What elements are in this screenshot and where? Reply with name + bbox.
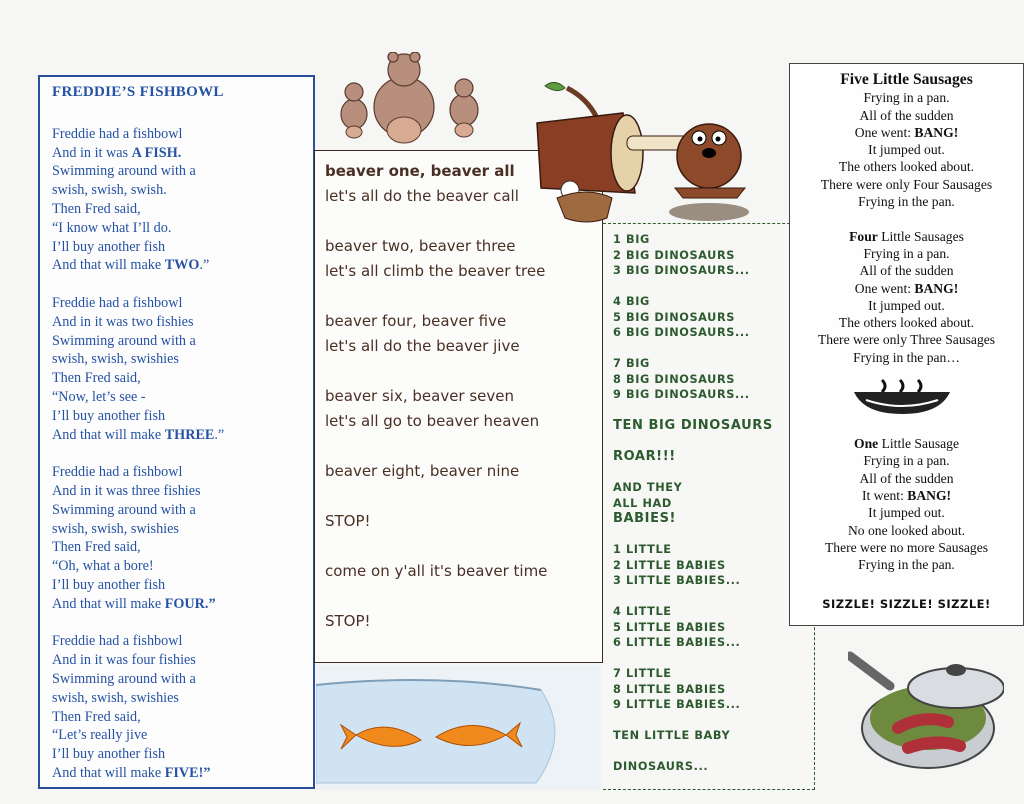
sausage-line: There were only Four Sausages xyxy=(820,176,993,192)
fishbowl-line: I’ll buy another fish xyxy=(52,238,166,255)
fishbowl-emphasis: TWO xyxy=(164,257,200,274)
dino-line: 5 BIG DINOSAURS xyxy=(613,310,735,324)
fishbowl-line: Swimming around with a xyxy=(52,163,196,180)
fishbowl-line: swish, swish, swishies xyxy=(52,351,179,368)
fishbowl-line: “I know what I’ll do. xyxy=(52,219,172,236)
sausage-line: One went: BANG! xyxy=(854,124,959,140)
dino-line: 8 LITTLE BABIES xyxy=(613,682,726,696)
beaver-gap xyxy=(325,434,602,459)
fishbowl-title: FREDDIE’S FISHBOWL xyxy=(52,84,224,100)
beaver-line: let's all climb the beaver tree xyxy=(325,262,546,280)
beaver-song-panel xyxy=(314,150,603,663)
sausage-line: Frying in the pan… xyxy=(853,349,960,365)
sausage-line: Four Little Sausages xyxy=(849,228,964,244)
fishbowl-line: And in it was three fishies xyxy=(52,482,201,499)
sausage-count: Four xyxy=(849,228,878,244)
fishbowl-line: And that will make FOUR.” xyxy=(52,595,216,612)
dino-line: AND THEY xyxy=(613,481,683,494)
sausage-line: Frying in a pan. xyxy=(863,90,950,106)
beaver-gap xyxy=(325,584,602,609)
sausage-line: Frying in the pan. xyxy=(858,557,955,573)
beaver-line: beaver two, beaver three xyxy=(325,237,516,255)
fishbowl-emphasis: FIVE!” xyxy=(164,764,211,781)
beaver-line: beaver six, beaver seven xyxy=(325,387,515,405)
beaver-line: let's all do the beaver jive xyxy=(325,337,520,355)
beaver-line: come on y'all it's beaver time xyxy=(325,562,548,580)
fishbowl-verse xyxy=(52,463,313,613)
fishbowl-line: And that will make FIVE!” xyxy=(52,764,211,781)
dino-line: 2 LITTLE BABIES xyxy=(613,558,726,572)
sausage-line: The others looked about. xyxy=(838,159,975,175)
fishbowl-line: Then Fred said, xyxy=(52,539,141,556)
dino-line: 9 LITTLE BABIES... xyxy=(613,698,741,711)
dino-line: 8 BIG DINOSAURS xyxy=(613,372,735,386)
sausage-line: There were only Three Sausages xyxy=(817,332,996,348)
dino-gap xyxy=(613,465,814,481)
sausages-lines xyxy=(790,89,1023,573)
dino-line: 2 BIG DINOSAURS xyxy=(613,248,735,262)
beaver-gap xyxy=(325,284,602,309)
dino-gap xyxy=(613,403,814,419)
dino-line: 7 LITTLE xyxy=(613,667,672,680)
fishbowl-line: Then Fred said, xyxy=(52,708,141,725)
fishbowl-line: swish, swish, swishies xyxy=(52,520,179,537)
dinosaur-song-panel xyxy=(603,223,815,790)
fishbowl-line: And that will make TWO.” xyxy=(52,257,210,274)
dino-gap xyxy=(613,434,814,450)
frying-pan-icon xyxy=(852,376,952,416)
fishbowl-line: Then Fred said, xyxy=(52,200,141,217)
dino-line: 9 BIG DINOSAURS... xyxy=(613,388,750,401)
sausage-line: The others looked about. xyxy=(838,315,975,331)
three-beavers-illustration xyxy=(336,52,488,144)
fishbowl-line: “Now, let’s see - xyxy=(52,388,146,405)
dino-line: TEN BIG DINOSAURS xyxy=(613,418,773,433)
fishbowl-line: I’ll buy another fish xyxy=(52,746,166,763)
dino-line: BABIES! xyxy=(613,511,677,526)
fishbowl-line: swish, swish, swishies xyxy=(52,689,179,706)
beaver-gap xyxy=(325,484,602,509)
sausages-poem-panel xyxy=(789,63,1024,626)
fishbowl-verses xyxy=(52,125,313,783)
sausage-line: All of the sudden xyxy=(859,107,954,123)
fishbowl-emphasis: A FISH. xyxy=(131,144,182,161)
beaver-line: beaver eight, beaver nine xyxy=(325,462,520,480)
sausage-line: One went: BANG! xyxy=(854,280,959,296)
dino-gap xyxy=(613,279,814,295)
fishbowl-line: Freddie had a fishbowl xyxy=(52,125,183,142)
sausages-title: Five Little Sausages xyxy=(840,71,973,88)
dino-gap xyxy=(613,589,814,605)
fishbowl-line: Swimming around with a xyxy=(52,501,196,518)
fishbowl-line: And that will make THREE.” xyxy=(52,426,225,443)
fishbowl-verse xyxy=(52,632,313,782)
fishbowl-line: Swimming around with a xyxy=(52,670,196,687)
fishbowl-line: Then Fred said, xyxy=(52,370,141,387)
sausage-gap xyxy=(790,210,1023,227)
dino-line: 4 BIG xyxy=(613,295,650,308)
beaver-gap xyxy=(325,534,602,559)
sausage-line: It jumped out. xyxy=(868,505,945,521)
beaver-line: beaver four, beaver five xyxy=(325,312,507,330)
dino-line: 1 BIG xyxy=(613,233,650,246)
fishbowl-line: Freddie had a fishbowl xyxy=(52,633,183,650)
sausage-line: It went: BANG! xyxy=(861,487,952,503)
dino-line: TEN LITTLE BABY xyxy=(613,729,731,742)
fishbowl-line: Freddie had a fishbowl xyxy=(52,464,183,481)
dino-gap xyxy=(613,744,814,760)
dino-line: ALL HAD xyxy=(613,496,672,510)
dino-line: 7 BIG xyxy=(613,357,650,370)
sausage-line: Frying in the pan. xyxy=(858,194,955,210)
fishbowl-line: And in it was two fishies xyxy=(52,313,194,330)
fishbowl-line: I’ll buy another fish xyxy=(52,576,166,593)
fishbowl-illustration xyxy=(316,665,601,790)
sausage-line: It jumped out. xyxy=(868,142,945,158)
sausage-line: No one looked about. xyxy=(847,522,966,538)
sausage-count: One xyxy=(854,436,879,452)
dino-gap xyxy=(613,341,814,357)
sausage-line: There were no more Sausages xyxy=(824,539,989,555)
sausage-line: Frying in a pan. xyxy=(863,453,950,469)
pot-with-sausages-illustration xyxy=(848,648,1004,776)
dino-line: 3 BIG DINOSAURS... xyxy=(613,264,750,277)
dino-gap xyxy=(613,713,814,729)
fishbowl-poem-panel xyxy=(38,75,315,789)
sausage-line: Frying in a pan. xyxy=(863,245,950,261)
dino-line: 6 BIG DINOSAURS... xyxy=(613,326,750,339)
beaver-line: STOP! xyxy=(325,512,371,530)
fishbowl-line: Swimming around with a xyxy=(52,332,196,349)
dino-line: ROAR!!! xyxy=(613,449,676,464)
sausage-line: All of the sudden xyxy=(859,470,954,486)
bang-text: BANG! xyxy=(914,280,959,296)
fishbowl-line: And in it was four fishies xyxy=(52,652,196,669)
dino-line: 1 LITTLE xyxy=(613,543,672,556)
beaver-with-log-illustration xyxy=(527,78,763,223)
fishbowl-line: “Let’s really jive xyxy=(52,727,148,744)
dino-line: 5 LITTLE BABIES xyxy=(613,620,726,634)
beaver-gap xyxy=(325,359,602,384)
dino-gap xyxy=(613,651,814,667)
sausage-line: One Little Sausage xyxy=(854,436,959,452)
fishbowl-line: “Oh, what a bore! xyxy=(52,558,154,575)
beaver-line: let's all do the beaver call xyxy=(325,187,519,205)
dino-line: 3 LITTLE BABIES... xyxy=(613,574,741,587)
dino-line: DINOSAURS... xyxy=(613,760,709,773)
beaver-line: STOP! xyxy=(325,612,371,630)
dino-line: 6 LITTLE BABIES... xyxy=(613,636,741,649)
fishbowl-emphasis: THREE xyxy=(164,426,215,443)
dino-line: 4 LITTLE xyxy=(613,605,672,618)
beaver-line: let's all go to beaver heaven xyxy=(325,412,540,430)
sausage-line: It jumped out. xyxy=(868,297,945,313)
bang-text: BANG! xyxy=(907,487,952,503)
sizzle-text: SIZZLE! SIZZLE! SIZZLE! xyxy=(822,597,991,612)
fishbowl-line: Freddie had a fishbowl xyxy=(52,294,183,311)
fishbowl-verse xyxy=(52,125,313,275)
sausage-line: All of the sudden xyxy=(859,263,954,279)
fishbowl-verse xyxy=(52,294,313,444)
bang-text: BANG! xyxy=(914,124,959,140)
fishbowl-line: And in it was A FISH. xyxy=(52,144,182,161)
fishbowl-line: swish, swish, swish. xyxy=(52,182,167,199)
beaver-line: beaver one, beaver all xyxy=(325,162,515,180)
fishbowl-emphasis: FOUR.” xyxy=(164,595,216,612)
dino-gap xyxy=(613,527,814,543)
fishbowl-line: I’ll buy another fish xyxy=(52,407,166,424)
